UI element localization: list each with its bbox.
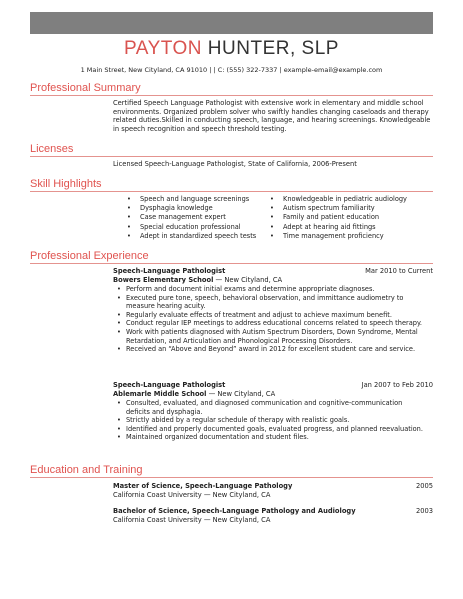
employer-name: Bowers Elementary School — [113, 276, 214, 284]
skills-left-list — [122, 195, 256, 241]
skills-divider — [30, 191, 433, 192]
list-item: • Time management proficiency — [265, 232, 407, 241]
header-bar — [30, 12, 433, 34]
job-dates: Jan 2007 to Feb 2010 — [361, 381, 433, 389]
contact-line: 1 Main Street, New Cityland, CA 91010 | | C: (555) 322-7337 | example-email@example.com — [80, 66, 383, 74]
list-item: • Work with patients diagnosed with Autism Spectrum Disorders, Down Syndrome, Mental Retardation, and Articulation and Phonological Processing Disorders. — [113, 328, 423, 345]
experience-divider — [30, 263, 433, 264]
list-item: • Case management expert — [122, 213, 256, 222]
list-item: • Maintained organized documentation and student files. — [113, 433, 423, 442]
list-item: • Family and patient education — [265, 213, 407, 222]
job-duties-list — [113, 285, 423, 354]
licenses-heading: Licenses — [30, 143, 74, 155]
school-name: California Coast University — [113, 516, 202, 524]
employer-location: — New Cityland, CA — [215, 276, 283, 284]
list-item: • Adept in standardized speech tests — [122, 232, 256, 241]
job-duties-list — [113, 399, 423, 442]
degree: Bachelor of Science, Speech-Language Pathology and Audiology — [113, 507, 356, 515]
school-location: — New Cityland, CA — [203, 516, 271, 524]
list-item: • Identified and properly documented goals, evaluated progress, and planned reevaluation. — [113, 425, 423, 434]
experience-heading: Professional Experience — [30, 250, 149, 262]
employer — [113, 390, 275, 398]
list-item: • Consulted, evaluated, and diagnosed communication and cognitive-communication deficits and dysphagia. — [113, 399, 423, 416]
employer-location: — New Cityland, CA — [208, 390, 276, 398]
licenses-text: Licensed Speech-Language Pathologist, State of California, 2006-Present — [113, 160, 357, 168]
skills-right-list — [265, 195, 407, 241]
list-item: • Speech and language screenings — [122, 195, 256, 204]
school-location: — New Cityland, CA — [203, 491, 271, 499]
degree-year: 2003 — [415, 507, 433, 515]
summary-heading: Professional Summary — [30, 82, 141, 94]
education-heading: Education and Training — [30, 464, 143, 476]
skills-heading: Skill Highlights — [30, 178, 102, 190]
list-item: • Knowledgeable in pediatric audiology — [265, 195, 407, 204]
list-item: • Adept at hearing aid fittings — [265, 223, 407, 232]
candidate-name — [0, 38, 463, 60]
school — [113, 491, 270, 499]
job-dates: Mar 2010 to Current — [365, 267, 433, 275]
first-name: PAYTON — [124, 38, 203, 59]
list-item: • Special education professional — [122, 223, 256, 232]
employer-name: Ablemarle Middle School — [113, 390, 207, 398]
list-item: • Autism spectrum familiarity — [265, 204, 407, 213]
list-item: • Strictly abided by a regular schedule of therapy with realistic goals. — [113, 416, 423, 425]
summary-text: Certified Speech Language Pathologist with extensive work in elementary and middle school environments. Organized problem solver who swiftly handles changing caseloads and therapy related duties.Skilled in conducting speech, language, and hearing screenings. Knowledgeable in speech recognition and speech threshold testing. — [113, 99, 431, 134]
list-item: • Dysphagia knowledge — [122, 204, 256, 213]
employer — [113, 276, 282, 284]
job-title: Speech-Language Pathologist — [113, 267, 226, 275]
list-item: • Regularly evaluate effects of treatment and adjust to achieve maximum benefit. — [113, 311, 423, 320]
degree-year: 2005 — [415, 482, 433, 490]
list-item: • Executed pure tone, speech, behavioral observation, and immittance audiometry to measure hearing acuity. — [113, 294, 423, 311]
school-name: California Coast University — [113, 491, 202, 499]
school — [113, 516, 270, 524]
degree: Master of Science, Speech-Language Pathology — [113, 482, 293, 490]
job-title: Speech-Language Pathologist — [113, 381, 226, 389]
last-name-credentials: HUNTER, SLP — [207, 38, 339, 59]
list-item: • Conduct regular IEP meetings to address educational concerns related to speech therapy. — [113, 319, 423, 328]
list-item: • Received an “Above and Beyond” award in 2012 for excellent student care and service. — [113, 345, 423, 354]
licenses-divider — [30, 156, 433, 157]
summary-divider — [30, 95, 433, 96]
list-item: • Perform and document initial exams and determine appropriate diagnoses. — [113, 285, 423, 294]
education-divider — [30, 477, 433, 478]
